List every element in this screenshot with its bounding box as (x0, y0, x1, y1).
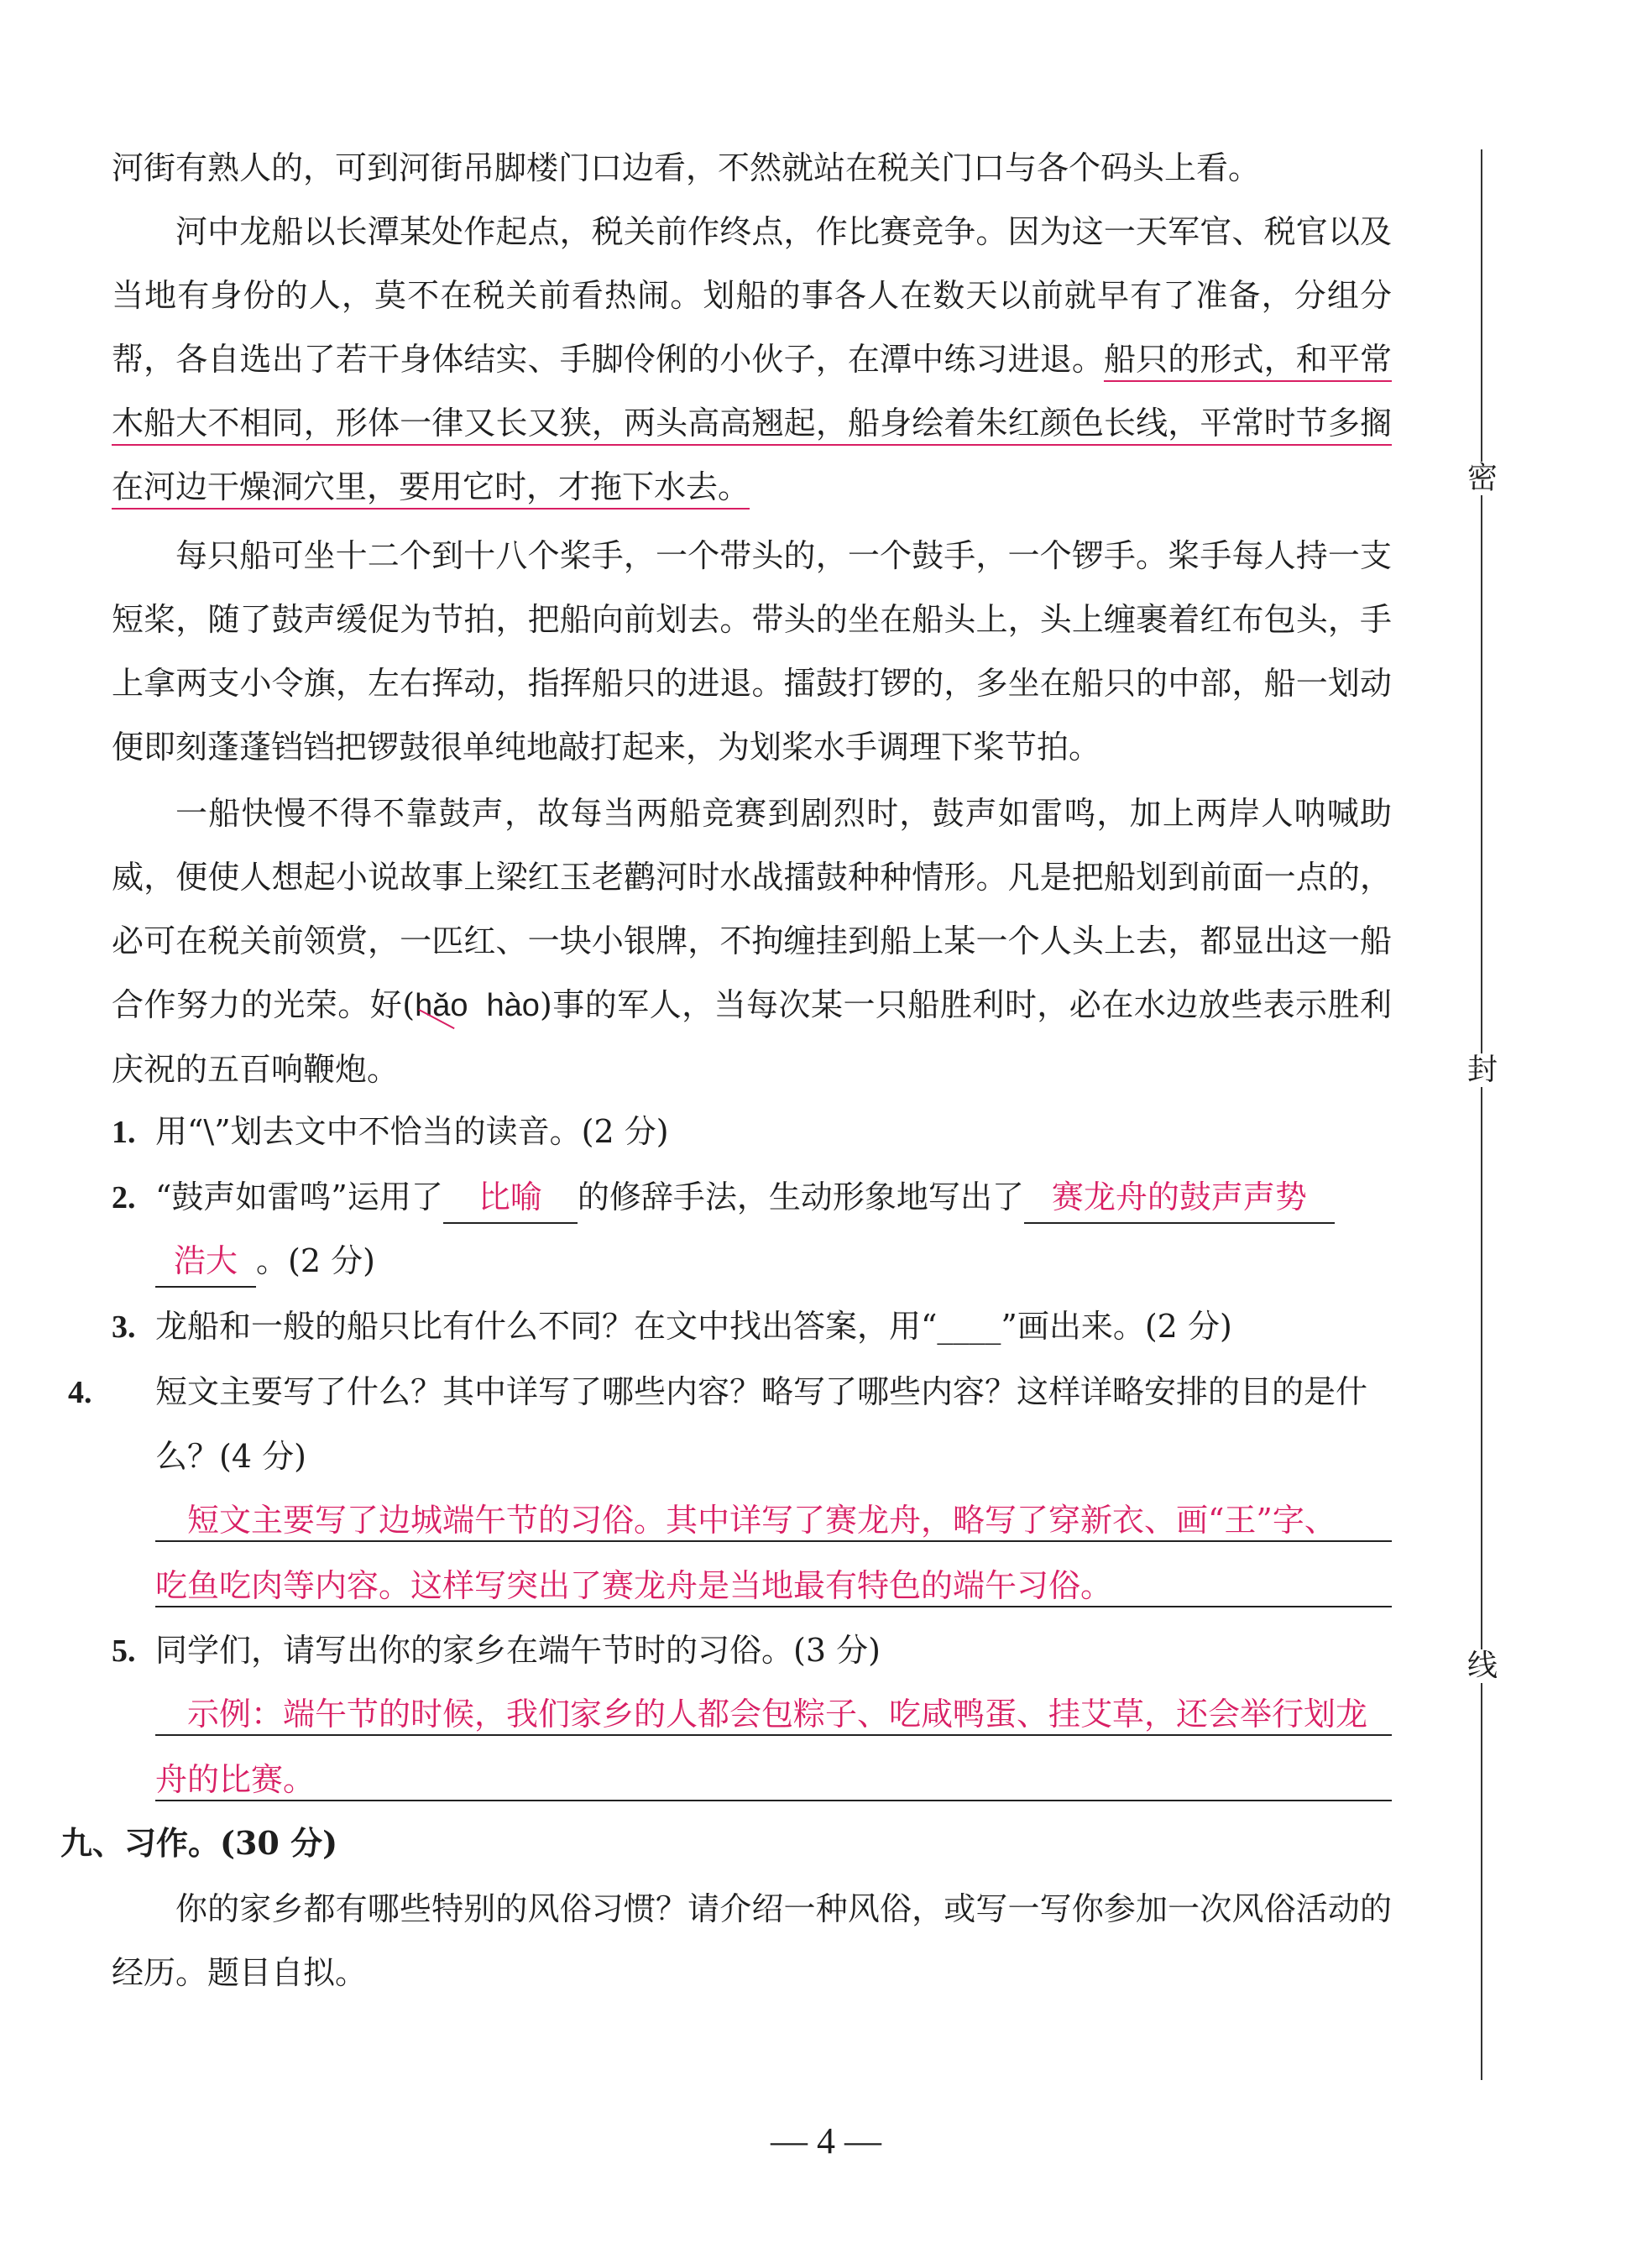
question-text: 用“\”划去文中不恰当的读音。(2 分) (155, 1113, 669, 1150)
passage-paragraph-1 (112, 200, 1392, 519)
passage-paragraph-3a: 一船快慢不得不靠鼓声，故每当两船竞赛到剧烈时，鼓声如雷鸣，加上两岸人呐喊助威，便使人想起小说故事上梁红玉老鹳河时水战擂鼓种种情形。凡是把船划到前面一点的，必可在税关前领赏，一匹红、一块小银牌，不拘缠挂到船上某一个人头上去，都显出这一船合作努力的光荣。好( (112, 795, 1392, 1023)
passage-paragraph-3b: )事的军人，当每次某一只船胜利时，必在水边放些表示胜利庆祝的五百响鞭炮。 (112, 986, 1392, 1088)
passage-paragraph-3 (112, 781, 1392, 1101)
passage-paragraph-2: 每只船可坐十二个到十八个桨手，一个带头的，一个鼓手，一个锣手。桨手每人持一支短桨，随了鼓声缓促为节拍，把船向前划去。带头的坐在船头上，头上缠裹着红布包头，手上拿两支小令旗，左右挥动，指挥船只的进退。擂鼓打锣的，多坐在船只的中部，船一划动便即刻蓬蓬铛铛把锣鼓很单纯地敲打起来，为划桨水手调理下桨节拍。 (112, 537, 1392, 766)
answer-underline-q3: 船只的形式，和平常木船大不相同，形体一律又长又狭，两头高高翘起，船身绘着朱红颜色长线，平常时节多搁在河边干燥洞穴里，要用它时，才拖下水去。 (112, 341, 1392, 505)
question-1 (112, 1100, 1392, 1164)
answer-blank-2a: 赛龙舟的鼓声声势 (1024, 1172, 1335, 1224)
pinyin-hao3: hǎo (415, 988, 468, 1023)
question-number: 2. (112, 1180, 136, 1215)
answer-line (155, 1540, 1392, 1542)
question-number: 4. (68, 1375, 92, 1410)
question-text: “鼓声如雷鸣”运用了 (155, 1179, 443, 1215)
question-3 (112, 1294, 1392, 1359)
answer-q4-line2: 吃鱼吃肉等内容。这样写突出了赛龙舟是当地最有特色的端午习俗。 (155, 1567, 1113, 1604)
question-number: 5. (112, 1633, 136, 1669)
answer-line (155, 1734, 1392, 1736)
answer-blank-1: 比喻 (443, 1172, 578, 1224)
binding-mark-feng: 封 (1467, 1053, 1498, 1087)
answer-q5-line1: 示例：端午节的时候，我们家乡的人都会包粽子、吃咸鸭蛋、挂艾草，还会举行划龙 (187, 1696, 1368, 1733)
question-text: 短文主要写了什么？其中详写了哪些内容？略写了哪些内容？这样详略安排的目的是什么？(4 分) (155, 1373, 1368, 1475)
question-text: 的修辞手法，生动形象地写出了 (577, 1179, 1024, 1215)
pinyin-struck (415, 988, 468, 1023)
answer-q4-line1: 短文主要写了边城端午节的习俗。其中详写了赛龙舟，略写了穿新衣、画“王”字、 (187, 1502, 1336, 1539)
question-text: 同学们，请写出你的家乡在端午节时的习俗。(3 分) (155, 1632, 881, 1669)
pinyin-hao4: hào (486, 988, 540, 1023)
binding-mark-mi: 密 (1467, 461, 1498, 495)
passage-paragraph-1-text: 河中龙船以长潭某处作起点，税关前作终点，作比赛竞争。因为这一天军官、税官以及当地有身份的人，莫不在税关前看热闹。划船的事各人在数天以前就早有了准备，分组分帮，各自选出了若干身体结实、手脚伶俐的小伙子，在潭中练习进退。 (112, 213, 1392, 378)
question-text: 。(2 分) (256, 1242, 375, 1279)
question-2-cont (112, 1229, 1435, 1293)
page-number: — 4 — (771, 2120, 881, 2161)
answer-blank-2b: 浩大 (155, 1236, 256, 1288)
question-text: 龙船和一般的船只比有什么不同？在文中找出答案，用“____”画出来。(2 分) (155, 1308, 1232, 1345)
section-9-heading: 九、习作。(30 分) (60, 1824, 338, 1862)
answer-q5-line2: 舟的比赛。 (155, 1761, 316, 1798)
binding-mark-xian: 线 (1467, 1649, 1498, 1683)
question-4 (68, 1360, 1392, 1488)
question-number: 1. (112, 1115, 136, 1150)
passage-paragraph-0: 河街有熟人的，可到河街吊脚楼门口边看，不然就站在税关门口与各个码头上看。 (112, 149, 1261, 186)
answer-line (155, 1800, 1392, 1801)
binding-line (1481, 149, 1482, 2080)
answer-line (155, 1606, 1392, 1607)
question-number: 3. (112, 1309, 136, 1345)
question-5 (112, 1618, 1392, 1683)
section-9-prompt: 你的家乡都有哪些特别的风俗习惯？请介绍一种风俗，或写一写你参加一次风俗活动的经历。题目自拟。 (112, 1890, 1392, 1991)
question-2 (112, 1165, 1392, 1230)
